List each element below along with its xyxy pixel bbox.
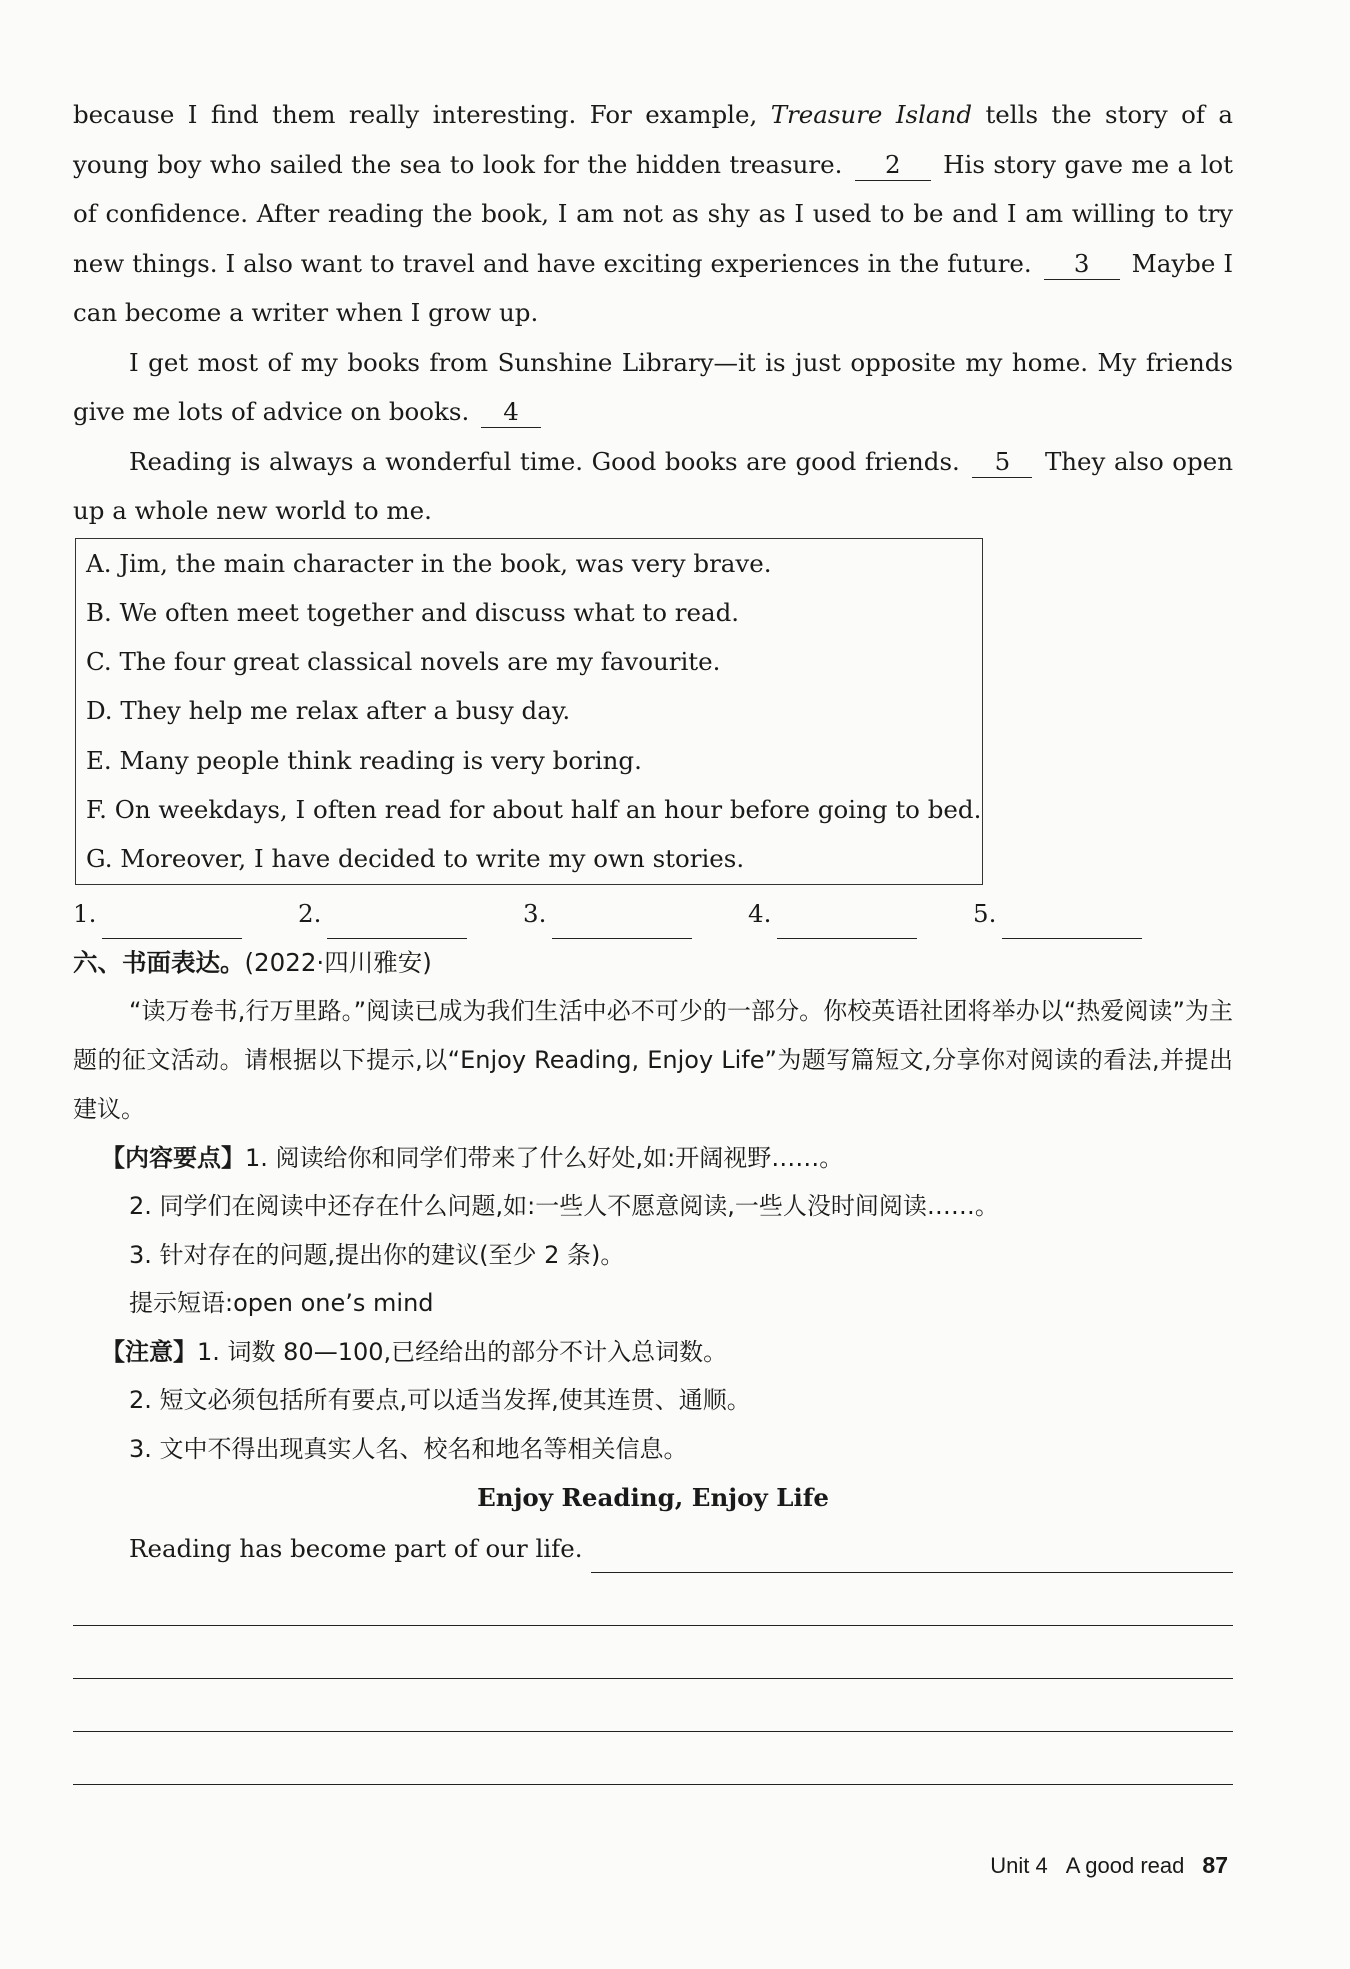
answer-3 [523,889,748,939]
note-2: 2. 短文必须包括所有要点,可以适当发挥,使其连贯、通顺。 [129,1386,751,1415]
footer-unit: Unit 4 [990,1853,1048,1878]
options-box [75,538,983,885]
answer-5 [973,889,1198,939]
option-c: C. The four great classical novels are my favourite. [86,647,721,677]
note-3: 3. 文中不得出现真实人名、校名和地名等相关信息。 [129,1434,688,1463]
answer-field[interactable] [552,912,692,939]
page-number: 87 [1202,1852,1228,1878]
answer-4 [748,889,973,939]
blank-4: 4 [481,397,541,428]
essay-start: Reading has become part of our life. [129,1533,583,1563]
option-d: D. They help me relax after a busy day. [86,696,571,726]
answer-label: 5. [973,899,997,929]
answer-field[interactable] [102,912,242,939]
passage-text: His story gave me a lot of confidence. After reading the book, I am not as shy as I used to be and I am willing to try new things. I also want to travel and have exciting experiences in the future. [73,149,1233,278]
passage-text: Reading is always a wonderful time. Good books are good friends. [129,446,960,476]
point-2: 2. 同学们在阅读中还存在什么问题,如:一些人不愿意阅读,一些人没时间阅读……。 [129,1192,999,1221]
answer-label: 1. [73,899,97,929]
passage-text: They also open up a whole new world to me. [73,446,1233,525]
answer-2 [298,889,523,939]
writing-line[interactable] [591,1542,1233,1573]
points-label: 【内容要点】 [101,1143,245,1172]
option-e: E. Many people think reading is very boring. [86,745,642,775]
writing-line[interactable] [73,1732,1233,1785]
page-footer [990,1852,1228,1879]
passage-text: because I find them really interesting. For example, [73,100,758,129]
writing-line[interactable] [73,1573,1233,1626]
point-1: 1. 阅读给你和同学们带来了什么好处,如:开阔视野……。 [245,1143,844,1172]
option-f: F. On weekdays, I often read for about half an hour before going to bed. [86,794,982,824]
writing-prompt: “读万卷书,行万里路。”阅读已成为我们生活中必不可少的一部分。你校英语社团将举办以“热爱阅读”为主题的征文活动。请根据以下提示,以“Enjoy Reading, Enjoy Life”为题写篇短文,分享你对阅读的看法,并提出建议。 [73,996,1233,1123]
blank-2: 2 [855,150,931,181]
option-b: B. We often meet together and discuss what to read. [86,597,740,627]
section-source: (2022·四川雅安) [244,947,432,977]
note-1: 1. 词数 80—100,已经给出的部分不计入总词数。 [197,1337,728,1366]
answer-label: 3. [523,899,547,929]
answer-1 [73,889,298,939]
answer-field[interactable] [777,912,917,939]
notes-1 [73,1328,1233,1377]
writing-line[interactable] [73,1679,1233,1732]
answer-label: 4. [748,899,772,929]
section-title: 六、书面表达。 [73,947,245,977]
section-heading [73,939,1233,987]
option-g: G. Moreover, I have decided to write my own stories. [86,844,745,874]
answer-field[interactable] [1002,912,1142,939]
passage-text: Maybe I can become a writer when I grow up. [73,248,1233,327]
passage-paragraph-1 [73,90,1233,338]
content-points-1 [73,1134,1233,1183]
passage-text: tells the story of a young boy who sailed the sea to look for the hidden treasure. [73,100,1234,179]
page-content [73,90,1233,1785]
essay-start-row [73,1523,1233,1573]
footer-title: A good read [1065,1853,1185,1878]
blank-3: 3 [1044,249,1120,280]
answer-row [73,889,1233,939]
writing-line[interactable] [73,1626,1233,1679]
essay-title: Enjoy Reading, Enjoy Life [477,1483,829,1513]
answer-label: 2. [298,899,322,929]
passage-paragraph-3 [73,437,1233,536]
passage-paragraph-2 [73,338,1233,437]
option-a: A. Jim, the main character in the book, was very brave. [86,548,772,578]
point-3: 3. 针对存在的问题,提出你的建议(至少 2 条)。 [129,1240,625,1269]
answer-field[interactable] [327,912,467,939]
hint-phrase: 提示短语:open one’s mind [129,1289,434,1318]
notes-label: 【注意】 [101,1337,197,1366]
passage-text: I get most of my books from Sunshine Library—it is just opposite my home. My friends give me lots of advice on books. [73,347,1233,426]
blank-5: 5 [972,447,1032,478]
book-title: Treasure Island [770,100,973,129]
